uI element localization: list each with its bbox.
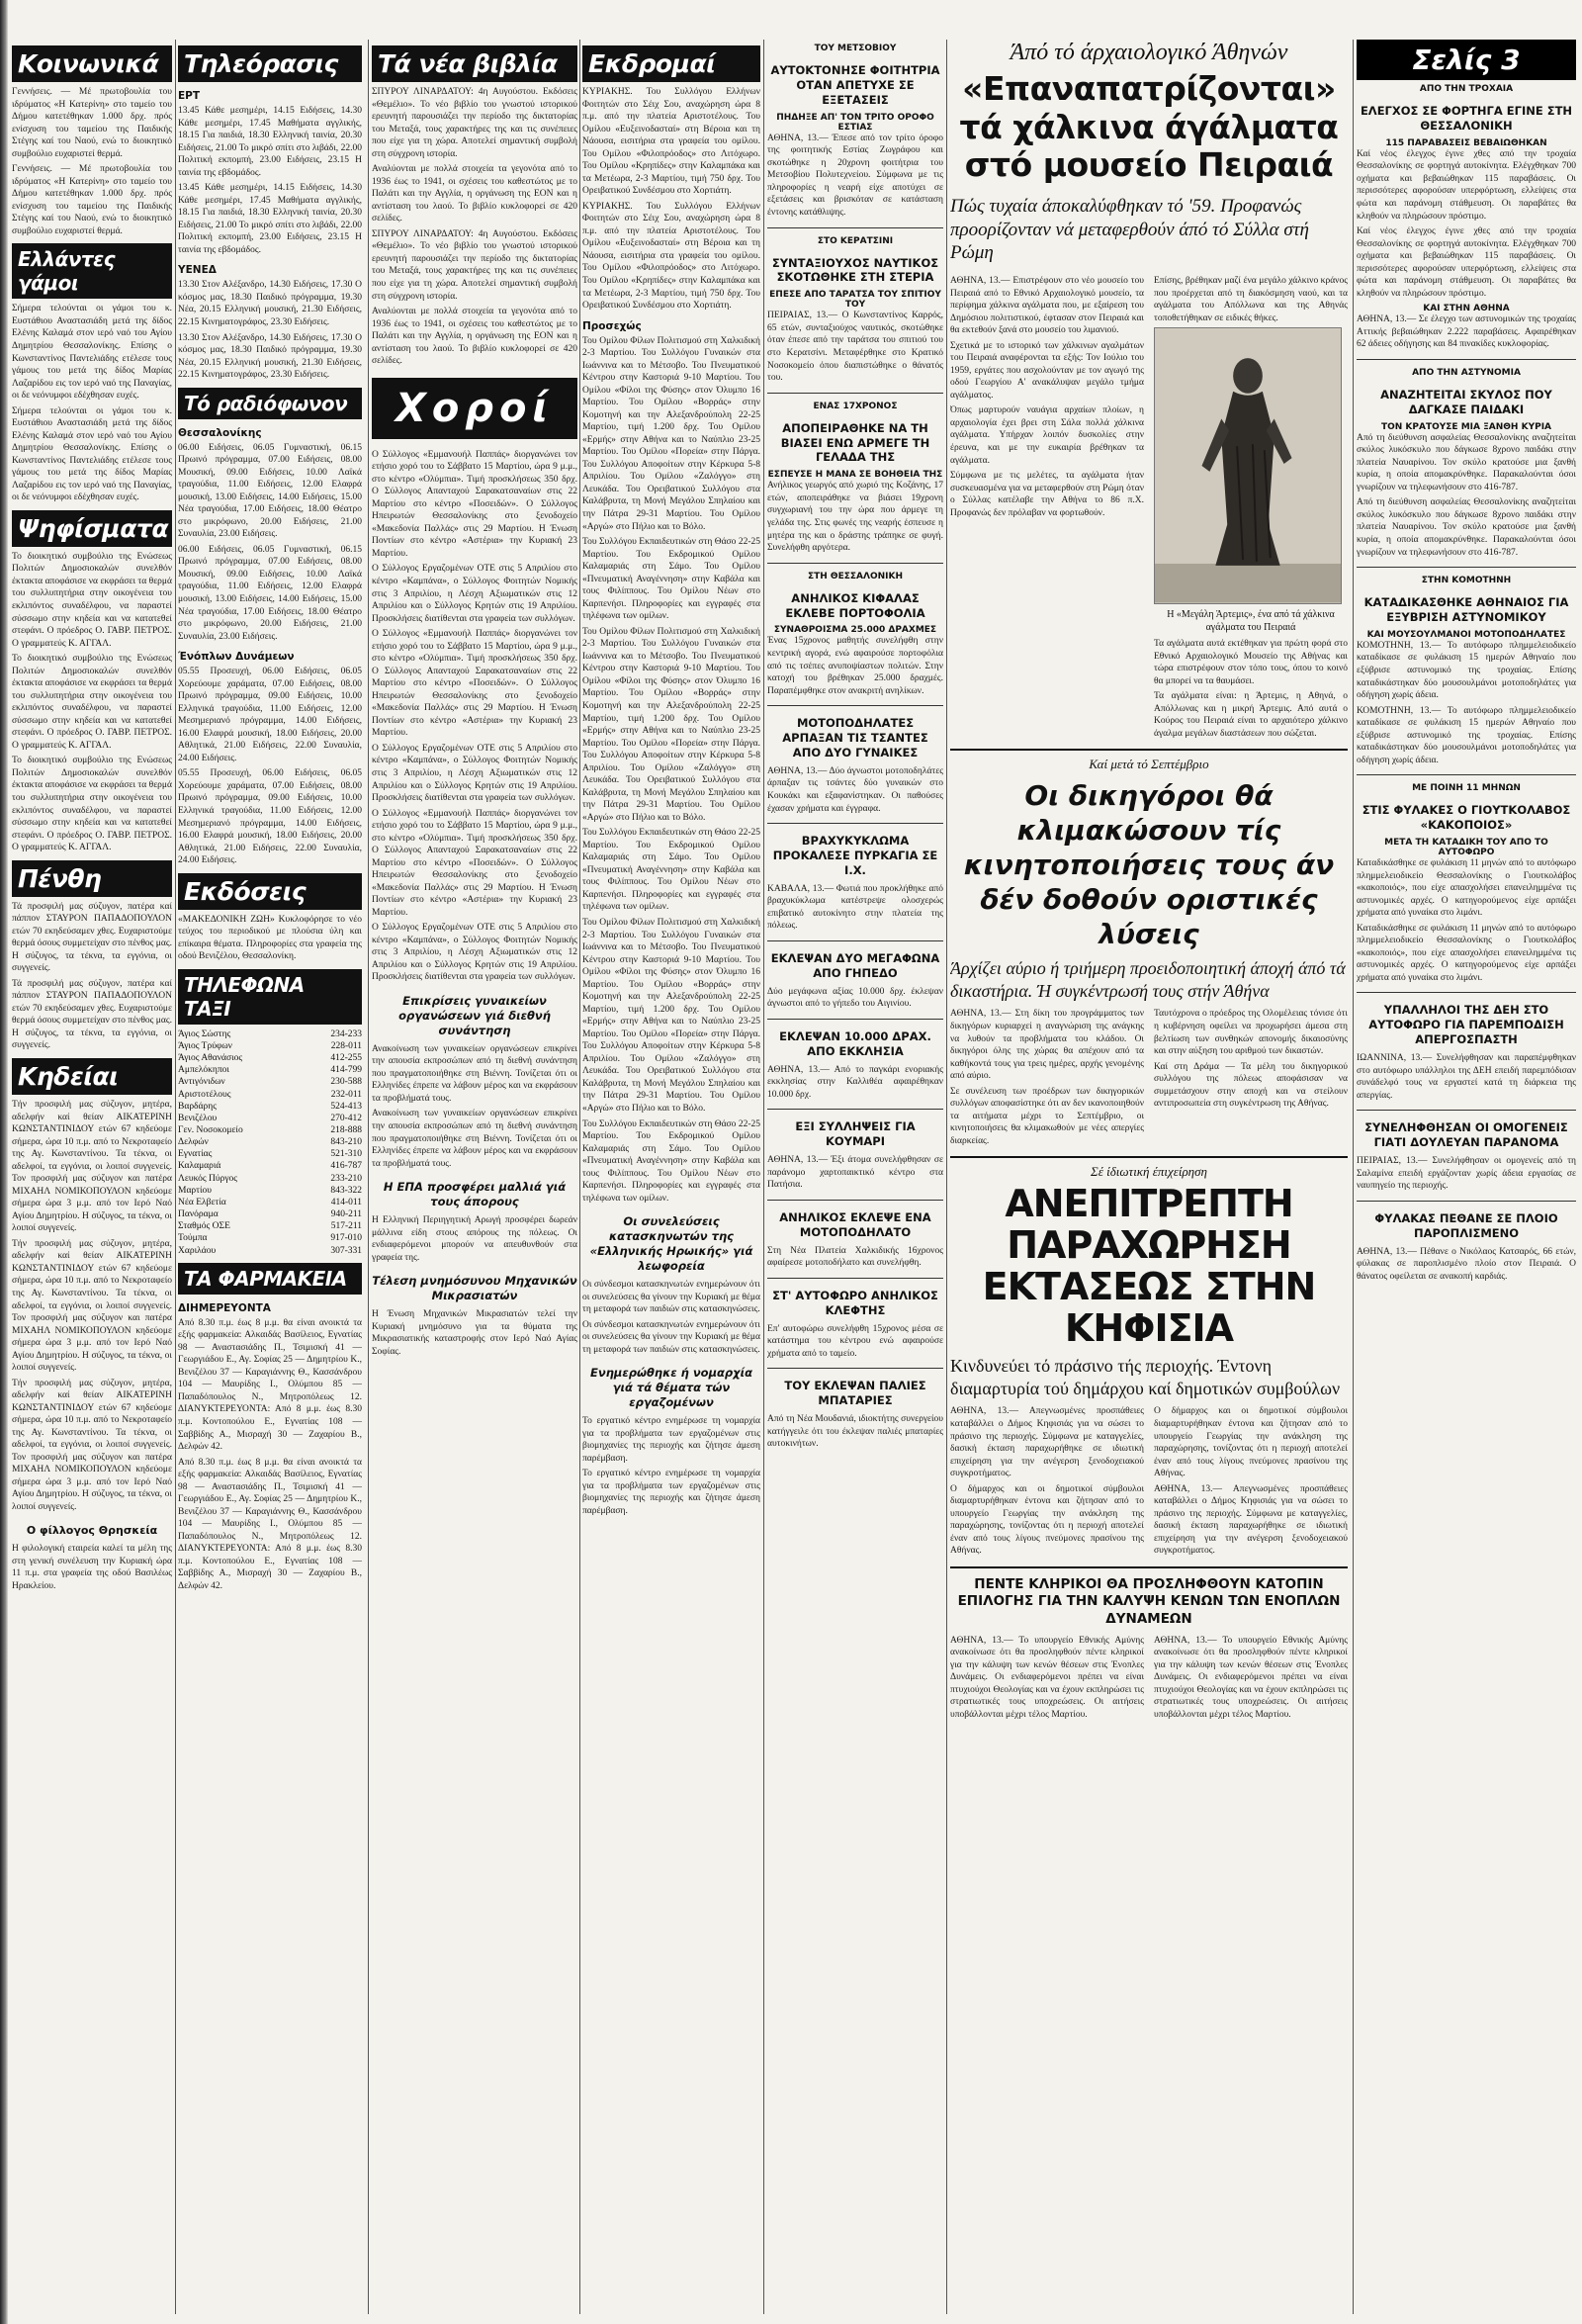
article-text: ΠΕΙΡΑΙΑΣ, 13.— Ο Κωνσταντίνος Καρρός, 65 ετών, συνταξιούχος ναυτικός, σκοτώθηκε όταν έπεσε από την ταράτσα του σπιτιού του στο Κερατσίνι. Μεταφέρθηκε στο Κρατικό Νοσοκομείο όπου διαπιστώθηκε ο θάνατός του. <box>767 311 943 384</box>
taxi-location: Χαριλάου <box>178 1245 217 1256</box>
story-headline: ΑΝΕΠΙΤΡΕΠΤΗ ΠΑΡΑΧΩΡΗΣΗ ΕΚΤΑΣΕΩΣ ΣΤΗΝ ΚΗΦΙΣΙΑ <box>982 1182 1316 1350</box>
article-text: «ΜΑΚΕΔΟΝΙΚΗ ΖΩΗ» Κυκλοφόρησε το νέο τεύχος του περιοδικού με πλούσια ύλη και επίκαιρα θέματα. Πληροφορίες στα γραφεία της οδού Βενιζέλου, Θεσσαλονίκη. <box>178 914 362 962</box>
article-text: Του Συλλόγου Εκπαιδευτικών στη Θάσο 22-25 Μαρτίου. Του Εκδρομικού Ομίλου Καλαμαριάς στη Σάμο. Του Ομίλου «Πνευματική Αναγέννηση» στην Καβάλα και τους Φιλίππους. Του Ομίλου Νέων στο Καρπενήσι. Πληροφορίες και εγγραφές στα τηλέφωνα των ομίλων. <box>582 1118 760 1204</box>
schedule-text: 05.55 Προσευχή, 06.00 Ειδήσεις, 06.05 Χορεύουμε χαράματα, 07.00 Ειδήσεις, 08.00 Πρωινό πρόγραμμα, 09.00 Ειδήσεις, 10.00 Ελληνικά τραγούδια, 11.00 Ειδήσεις, 12.00 Μεσημεριανό πρόγραμμα, 14.00 Ειδήσεις, 16.00 Ελαφρά μουσική, 18.00 Ειδήσεις, 20.00 Αθλητικά, 21.00 Ειδήσεις, 22.00 Συναυλία, 24.00 Ειδήσεις. <box>178 768 362 866</box>
taxi-location: Αριστοτέλους <box>178 1089 231 1100</box>
taxi-row <box>178 1136 362 1148</box>
schedule-text: 06.00 Ειδήσεις, 06.05 Γυμναστική, 06.15 Πρωινό πρόγραμμα, 07.00 Ειδήσεις, 08.00 Μουσική, 09.00 Ειδήσεις, 10.00 Λαϊκά τραγούδια, 11.00 Ειδήσεις, 12.00 Ελαφρά μουσική, 13.00 Ειδήσεις, 14.00 Ειδήσεις, 15.00 Νέα τραγούδια, 17.00 Ειδήσεις, 18.00 Θέατρο στο μικρόφωνο, 20.00 Ειδήσεις, 21.00 Συναυλία, 23.00 Ειδήσεις. <box>178 544 362 642</box>
taxi-number: 228-011 <box>330 1040 362 1051</box>
subhead: ΕΣΠΕΥΣΕ Η ΜΑΝΑ ΣΕ ΒΟΗΘΕΙΑ ΤΗΣ <box>767 470 943 481</box>
taxi-row <box>178 1028 362 1040</box>
kicker: ΕΝΑΣ 17ΧΡΟΝΟΣ <box>813 401 898 411</box>
column-divider <box>763 40 764 2314</box>
article-text: ΠΕΙΡΑΙΑΣ, 13.— Συνελήφθησαν οι ομογενείς από τη Σαλαμίνα επειδή εργάζονταν χωρίς άδεια εργασίας σε ναυπηγείο της περιοχής. <box>1357 1156 1576 1192</box>
section-subheader-filoi: Ο φίλλογος Θρησκεία <box>26 1523 158 1537</box>
article-text: ΑΘΗΝΑ, 13.— Το υπουργείο Εθνικής Αμύνης ανακοίνωσε ότι θα προσληφθούν πέντε κληρικοί για την κάλυψη των κενών θέσεων στις Ένοπλες Δυνάμεις. Οι ενδιαφερόμενοι πρέπει να είναι πτυχιούχοι Θεολογίας και να έχουν εκπληρώσει τις στρατιωτικές τους υποχρεώσεις. Οι αιτήσεις υποβάλλονται μέχρι τέλος Μαρτίου. <box>950 1635 1144 1720</box>
taxi-number: 218-888 <box>330 1125 362 1135</box>
lead-kicker: Άπό τό άρχαιολογικό Άθηνών <box>1010 40 1288 65</box>
article-headline: ΕΚΛΕΨΑΝ ΔΥΟ ΜΕΓΑΦΩΝΑ ΑΠΟ ΓΗΠΕΔΟ <box>770 951 940 980</box>
article-text: Σήμερα τελούνται οι γάμοι του κ. Ευστάθιου Αναστασιάδη μετά της δίδος Ελένης Καλαμά στον ιερό ναό του Αγίου Δημητρίου Θεσσαλονίκης. Επίσης ο Κωνσταντίνος Παντελιάδης ετέλεσε τους γάμους του μετά της δίδος Μαρίας Λαζαρίδου εις τον ιερό ναό της Παναγίας, οι δε νεόνυμφοι εδέχθησαν ευχές. <box>12 304 172 402</box>
taxi-location: Τούμπα <box>178 1233 208 1244</box>
channel-label-yened: ΥΕΝΕΔ <box>178 264 217 277</box>
kicker: ΚΑΙ ΣΤΗΝ ΑΘΗΝΑ <box>1423 304 1510 314</box>
story-body <box>950 1635 1348 1725</box>
subhead: ΤΟΝ ΚΡΑΤΟΥΣΕ ΜΙΑ ΞΑΝΘΗ ΚΥΡΙΑ <box>1380 421 1552 432</box>
section-header-taxi: ΤΗΛΕΦΩΝΑ ΤΑΞΙ <box>178 969 362 1025</box>
divider <box>1357 567 1576 568</box>
lead-headline: «Επαναπατρίζονται» τά χάλκινα άγάλματα στό μουσείο Πειραιά <box>959 69 1339 185</box>
article-headline: ΦΥΛΑΚΑΣ ΠΕΘΑΝΕ ΣΕ ΠΛΟΙΟ ΠΑΡΟΠΛΙΣΜΕΝΟ <box>1374 1210 1558 1240</box>
article-text: ΑΘΗΝΑ, 13.— Επιστρέφουν στο νέο μουσείο του Πειραιά από το Εθνικό Αρχαιολογικό μουσείο, τα περίφημα χάλκινα αγάλματα που, με εξαίρεση του Δημόσιου πολιτιστικού, έφτασαν στον Πειραιά και θα εκτεθούν ξανά στο μουσείο του λιμανιού. <box>950 276 1144 336</box>
article-text: Επίσης, βρέθηκαν μαζί ένα μεγάλο χάλκινο κράνος που προέρχεται από τη διακόσμηση ναού, και τα αγάλματα του Απόλλωνα και της Αθηνάς τοποθετήθηκαν σε ειδικές θήκες. <box>1154 276 1348 323</box>
article-headline: ΣΥΝΤΑΞΙΟΥΧΟΣ ΝΑΥΤΙΚΟΣ ΣΚΟΤΩΘΗΚΕ ΣΤΗ ΣΤΕΡΙΑ <box>771 255 939 285</box>
taxi-number: 230-588 <box>330 1077 362 1088</box>
taxi-number: 940-211 <box>330 1209 362 1220</box>
article-text: Δύο μεγάφωνα αξίας 10.000 δρχ. έκλεψαν άγνωστοι από το γήπεδο του Αιγινίου. <box>767 986 943 1010</box>
taxi-number: 524-413 <box>330 1101 362 1112</box>
kicker: ΑΠΟ ΤΗΝ ΑΣΤΥΝΟΜΙΑ <box>1412 367 1521 378</box>
article-text: Ταυτόχρονα ο πρόεδρος της Ολομέλειας τόνισε ότι η κυβέρνηση οφείλει να προχωρήσει άμεσα στη βελτίωση των συνθηκών απονομής δικαιοσύνης και στην αύξηση του αριθμού των δικαστών. <box>1154 1009 1348 1057</box>
article-text: Το διοικητικό συμβούλιο της Ενώσεως Πολιτών Δημοσιοκαλών συνελθόν έκτακτα αποφάσισε να εκφράσει τα θερμά του συλλυπητήρια στην οικογένεια του εκλιπόντος συναδέλφου, να παραστεί σύσσωμο στην κηδεία και να κατατεθεί στεφάνι. Ο πρόεδρος Ο. ΓΑΒΡ. ΠΕΤΡΟΣ. Ο γραμματεύς Κ. ΑΓΓΑΛ. <box>12 654 172 751</box>
article-text: Του Συλλόγου Εκπαιδευτικών στη Θάσο 22-25 Μαρτίου. Του Εκδρομικού Ομίλου Καλαμαριάς στη Σάμο. Του Ομίλου «Πνευματική Αναγέννηση» στην Καβάλα και τους Φιλίππους. Του Ομίλου Νέων στο Καρπενήσι. Πληροφορίες και εγγραφές στα τηλέφωνα των ομίλων. <box>582 828 760 913</box>
taxi-row <box>178 1124 362 1136</box>
photo-caption: Η «Μεγάλη Άρτεμις», ένα από τά χάλκινα αγάλματα του Πειραιά <box>1167 609 1335 634</box>
article-text: Τά προσφιλή μας σύζυγον, πατέρα καί πάππον ΣΤΑΥΡΟΝ ΠΑΠΑΔΟΠΟΥΛΟΝ ετών 70 εκηδεύσαμεν χθες. Ευχαριστούμε θερμά όσους συμμετείχαν στο πένθος μας. Η σύζυγος, τα τέκνα, τα εγγόνια, οι συγγενείς. <box>12 978 172 1051</box>
article-text: Επ' αυτοφώρω συνελήφθη 15χρονος μέσα σε κατάστημα του κέντρου ενώ αφαιρούσε χρήματα από το ταμείο. <box>767 1323 943 1359</box>
statue-photo <box>1154 327 1342 604</box>
article-text: Καί νέος έλεγχος έγινε χθες από την τροχαία Θεσσαλονίκης σε φορτηγά αυτοκίνητα. Ελέγχθηκαν 700 οχήματα και βεβαιώθηκαν 115 παραβάσεις. Οι περισσότερες αφορούσαν υπερφόρτωση, ελλείψεις στα φώτα και παράνομη στάθμευση. Οι παραβάτες θα κληθούν να πληρώσουν πρόστιμο. <box>1357 148 1576 222</box>
taxi-location: Άγιος Αθανάσιος <box>178 1053 243 1064</box>
article-text: Ο Σύλλογος «Εμμανουήλ Παππάς» διοργανώνει τον ετήσιο χορό του το Σάββατο 15 Μαρτίου, ώρα 9 μ.μ., στο κέντρο «Ολύμπια». Τιμή προσκλήσεως 350 δρχ. Ο Σύλλογος Απανταχού Σαρακατσαναίων στις 22 Μαρτίου στο κέντρο «Ποσειδών». Ο Σύλλογος Ηπειρωτών Θεσσαλονίκης στο ξενοδοχείο «Μακεδονία Παλλάς» στις 29 Μαρτίου. Η Ένωση Ποντίων στο κέντρο «Αστέρια» την Κυριακή 23 Μαρτίου. <box>372 808 577 918</box>
article-headline: Τέλεση μνημόσυνου Μηχανικών Μικρασιατών <box>372 1274 577 1303</box>
article-text: Ανήλικος γεωργός από χωριό της Κοζάνης, 17 ετών, αποπειράθηκε να βιάσει 19χρονη συγχωριανή του την ώρα που άρμεγε τη γελάδα της. Στις φωνές της νεαρής έσπευσε η μητέρα της και ο δράστης τράπηκε σε φυγή. Συνελήφθη αργότερα. <box>767 481 943 554</box>
article-text: Ο Σύλλογος Εργαζομένων ΟΤΕ στις 5 Απριλίου στο κέντρο «Καμπάνα», ο Σύλλογος Φοιτητών Νομικής στις 3 Απριλίου, η Λέσχη Αξιωματικών στις 12 Απριλίου και ο Σύλλογος Κρητών στις 19 Απριλίου. Προσκλήσεις διατίθενται στα γραφεία των συλλόγων. <box>372 923 577 983</box>
section-header-psifismata: Ψηφίσματα <box>12 510 172 547</box>
section-header-gamoi: Ελλάντες γάμοι <box>12 243 172 299</box>
article-headline: ΑΠΟΠΕΙΡΑΘΗΚΕ ΝΑ ΤΗ ΒΙΑΣΕΙ ΕΝΩ ΑΡΜΕΓΕ ΤΗ ΓΕΛΑΔΑ ΤΗΣ <box>780 420 930 465</box>
column-divider <box>579 40 580 2314</box>
column-excursions <box>582 40 760 1520</box>
article-text: Ο δήμαρχος και οι δημοτικοί σύμβουλοι διαμαρτυρήθηκαν έντονα και ζήτησαν από το υπουργείο Γεωργίας την ανάκληση της παραχώρησης, τονίζοντας ότι η περιοχή αποτελεί έναν από τους λίγους πνεύμονες πρασίνου της Αθήνας. <box>1154 1406 1348 1479</box>
taxi-row <box>178 1208 362 1220</box>
article-text: Σχετικά με το ιστορικό των χάλκινων αγαλμάτων του Πειραιά αναφέρονται τα εξής: Τον Ιούλιο του 1959, εργάτες που ασχολούνταν με τον αγωγό της οδού Γεωργίου Α' ανακάλυψαν μεγάλο τμήμα αγάλματος. <box>950 340 1144 401</box>
taxi-location: Άγιος Τρύφων <box>178 1040 232 1051</box>
taxi-row <box>178 1064 362 1076</box>
article-text: ΑΘΗΝΑ, 13.— Απεγνωσμένες προσπάθειες καταβάλλει ο Δήμος Κηφισιάς για να σώσει το πράσινο της περιοχής. Σύμφωνα με καταγγελίες, δασική έκταση παραχωρήθηκε σε ιδιωτική επιχείρηση για την ανέγερση ξενοδοχειακού συγκροτήματος. <box>950 1406 1144 1479</box>
divider <box>767 393 943 394</box>
article-headline: Η ΕΠΑ προσφέρει μαλλιά γιά τους άπορους <box>383 1180 567 1209</box>
column-main-stories <box>950 40 1348 1724</box>
article-headline: ΑΝΗΛΙΚΟΣ ΚΙΦΑΛΑΣ ΕΚΛΕΒΕ ΠΟΡΤΟΦΟΛΙΑ <box>785 590 925 620</box>
story-kicker: Καί μετά τό Σεπτέμβριο <box>1089 757 1209 772</box>
article-headline: ΕΞΙ ΣΥΛΛΗΨΕΙΣ ΓΙΑ ΚΟΥΜΑΡΙ <box>795 1119 916 1149</box>
article-text: ΣΠΥΡΟΥ ΛΙΝΑΡΔΑΤΟΥ: 4η Αυγούστου. Εκδόσεις «Θεμέλιο». Το νέο βιβλίο του γνωστού ιστορικού ερευνητή παρουσιάζει την περίοδο της δικτατορίας του Μεταξά, τους χαρακτήρες της και τις συνέπειες που είχε για τη χώρα. Αποτελεί σημαντική συμβολή στη σύγχρονη ιστορία. <box>372 228 577 302</box>
article-headline: ΑΝΑΖΗΤΕΙΤΑΙ ΣΚΥΛΟΣ ΠΟΥ ΔΑΓΚΑΣΕ ΠΑΙΔΑΚΙ <box>1380 387 1552 416</box>
pharmacy-text: Από 8.30 π.μ. έως 8 μ.μ. θα είναι ανοικτά τα εξής φαρμακεία: Αλκαιδάς Βασίλειος, Εγνατίας 98 — Αναστασιάδης Π., Τσιμισκή 41 — Γεωργιάδου Ε., Αγ. Σοφίας 25 — Δημητρίου Κ., Βενιζέλου 37 — Καραγιάννης Θ., Κασσάνδρου 104 — Μαυρίδης Ι., Ολύμπου 85 — Παπαδόπουλος Ν., Μητροπόλεως 12. ΔΙΑΝΥΚΤΕΡΕΥΟΝΤΑ: Από 8 μ.μ. έως 8.30 π.μ. Κοντοπούλου Ε., Εγνατίας 108 — Σαββίδης Α., Μισραχή 30 — Ζαχαρίου Β., Δελφών 42. <box>178 1317 362 1453</box>
article-headline: ΕΚΛΕΨΑΝ 10.000 ΔΡΑΧ. ΑΠΟ ΕΚΚΛΗΣΙΑ <box>779 1028 931 1058</box>
article-headline: ΤΟΥ ΕΚΛΕΨΑΝ ΠΑΛΙΕΣ ΜΠΑΤΑΡΙΕΣ <box>784 1379 926 1408</box>
kicker: ΜΕ ΠΟΙΝΗ 11 ΜΗΝΩΝ <box>1412 783 1521 794</box>
taxi-row <box>178 1101 362 1113</box>
divider <box>767 1200 943 1201</box>
divider <box>950 1156 1348 1158</box>
taxi-location: Σταθμός ΟΣΕ <box>178 1221 230 1232</box>
schedule-text: 05.55 Προσευχή, 06.00 Ειδήσεις, 06.05 Χορεύουμε χαράματα, 07.00 Ειδήσεις, 08.00 Πρωινό πρόγραμμα, 09.00 Ειδήσεις, 10.00 Ελληνικά τραγούδια, 11.00 Ειδήσεις, 12.00 Μεσημεριανό πρόγραμμα, 14.00 Ειδήσεις, 16.00 Ελαφρά μουσική, 18.00 Ειδήσεις, 20.00 Αθλητικά, 21.00 Ειδήσεις, 22.00 Συναυλία, 24.00 Ειδήσεις. <box>178 667 362 763</box>
article-headline: ΥΠΑΛΛΗΛΟΙ ΤΗΣ ΔΕΗ ΣΤΟ ΑΥΤΟΦΩΡΟ ΓΙΑ ΠΑΡΕΜΠΟΔΙΣΗ ΑΠΕΡΓΟΣΠΑΣΤΗ <box>1368 1003 1564 1047</box>
article-text: Σήμερα τελούνται οι γάμοι του κ. Ευστάθιου Αναστασιάδη μετά της δίδος Ελένης Καλαμά στον ιερό ναό του Αγίου Δημητρίου Θεσσαλονίκης. Επίσης ο Κωνσταντίνος Παντελιάδης ετέλεσε τους γάμους του μετά της δίδος Μαρίας Λαζαρίδου εις τον ιερό ναό της Παναγίας, οι δε νεόνυμφοι εδέχθησαν ευχές. <box>12 405 172 503</box>
kicker: ΣΤΗΝ ΚΟΜΟΤΗΝΗ <box>1421 576 1512 586</box>
story-deck: Κινδυνεύει τό πράσινο τής περιοχής. Έντονη διαμαρτυρία τού δημάρχου καί δημοτικών συμβούλων <box>950 1356 1341 1398</box>
article-text: ΚΥΡΙΑΚΗΣ. Του Συλλόγου Ελλήνων Φοιτητών στο Σέιχ Σου, αναχώρηση ώρα 8 π.μ. από την πλατεία Αριστοτέλους. Του Ομίλου «Ευξεινοδασταί» στη Βέροια και τη Νάουσα, εισιτήρια στα γραφεία του ομίλου. Του Ομίλου «Φιλοπρόοδος» στο Λιτόχωρο. Του Ομίλου «Κρηπίδες» στην Καλαμπάκα και τα Μετέωρα, 2-3 Μαρτίου, τιμή 750 δρχ. Του Ορειβατικού Συνδέσμου στο Χορτιάτη. <box>582 87 760 197</box>
section-header-koinonika: Κοινωνικά <box>12 45 172 82</box>
taxi-location: Δελφών <box>178 1137 209 1148</box>
column-books-dances <box>372 40 577 1361</box>
taxi-number: 234-233 <box>330 1028 362 1039</box>
divider <box>767 705 943 706</box>
divider <box>767 940 943 941</box>
taxi-location: Λευκός Πύργος <box>178 1173 238 1184</box>
lead-deck: Πώς τυχαία άποκαλύφθηκαν τό '59. Προφανώς προορίζονταν νά μεταφερθούν άπό τό Σύλλα στή Ρώμη <box>950 195 1309 264</box>
taxi-row <box>178 1040 362 1052</box>
article-text: Οι σύνδεσμοι κατασκηνωτών ενημερώνουν ότι οι συνελεύσεις θα γίνουν την Κυριακή με θέμα τη μεταφορά των παιδιών στις κατασκηνώσεις. <box>582 1319 760 1355</box>
taxi-number: 843-322 <box>330 1185 362 1196</box>
taxi-number: 233-210 <box>330 1173 362 1184</box>
article-text: Του Ομίλου Φίλων Πολιτισμού στη Χαλκιδική 2-3 Μαρτίου. Του Συλλόγου Γυναικών στα Ιωάννινα και το Μέτσοβο. Του Πνευματικού Κέντρου στην Καστοριά 9-10 Μαρτίου. Του Ομίλου «Φίλοι της Φύσης» στον Όλυμπο 16 Μαρτίου. Του Ομίλου «Βορράς» στην Κομοτηνή και την Αλεξανδρούπολη 22-25 Μαρτίου, τιμή 1.200 δρχ. Του Ομίλου «Ερμής» στην Αθήνα και το Ναύπλιο 23-25 Μαρτίου. Του Ομίλου «Πορεία» στην Πάργα. Του Συλλόγου Αποφοίτων στην Κέρκυρα 5-8 Απριλίου. Του Ομίλου «Ζαλόγγο» στη Λευκάδα. Του Ορειβατικού Συλλόγου στα Καλάβρυτα, τη Μονή Μεγάλου Σπηλαίου και την Πάτρα 29-31 Μαρτίου. Του Ομίλου «Αργώ» στο Πήλιο και το Βόλο. <box>582 626 760 823</box>
taxi-phone-list <box>178 1028 362 1257</box>
article-headline: Οι συνελεύσεις κατασκηνωτών της «Ελληνικής Ηρωικής» γιά λεωφορεία <box>589 1214 753 1274</box>
schedule-text: 13.30 Στον Αλέξανδρο, 14.30 Ειδήσεις, 17.30 Ο κόσμος μας, 18.30 Παιδικό πρόγραμμα, 19.30 Νέα, 20.15 Ελληνική μουσική, 21.30 Ειδήσεις, 22.15 Κινηματογράφος, 23.30 Ειδήσεις. <box>178 280 362 327</box>
story-deck: Άρχίζει αύριο ή τριήμερη προειδοποιητική άποχή άπό τά δικαστήρια. Ή συγκέντρωσή τους στήν Άθήνα <box>950 958 1346 1001</box>
article-text: Ανακοίνωση των γυναικείων οργανώσεων επικρίνει την απουσία εκπροσώπων από τη διεθνή συνάντηση που πραγματοποιήθηκε στη Βιέννη. Τονίζεται ότι οι Ελληνίδες έπρεπε να λάβουν μέρος και να εκφράσουν τα προβλήματά τους. <box>372 1109 577 1169</box>
divider <box>950 749 1348 751</box>
article-text: Του Ομίλου Φίλων Πολιτισμού στη Χαλκιδική 2-3 Μαρτίου. Του Συλλόγου Γυναικών στα Ιωάννινα και το Μέτσοβο. Του Πνευματικού Κέντρου στην Καστοριά 9-10 Μαρτίου. Του Ομίλου «Φίλοι της Φύσης» στον Όλυμπο 16 Μαρτίου. Του Ομίλου «Βορράς» στην Κομοτηνή και την Αλεξανδρούπολη 22-25 Μαρτίου, τιμή 1.200 δρχ. Του Ομίλου «Ερμής» στην Αθήνα και το Ναύπλιο 23-25 Μαρτίου. Του Ομίλου «Πορεία» στην Πάργα. Του Συλλόγου Αποφοίτων στην Κέρκυρα 5-8 Απριλίου. Του Ομίλου «Ζαλόγγο» στη Λευκάδα. Του Ορειβατικού Συλλόγου στα Καλάβρυτα, τη Μονή Μεγάλου Σπηλαίου και την Πάτρα 29-31 Μαρτίου. Του Ομίλου «Αργώ» στο Πήλιο και το Βόλο. <box>582 335 760 532</box>
article-text: Τήν προσφιλή μας σύζυγον, μητέρα, αδελφήν καί θείαν ΑΙΚΑΤΕΡΙΝΗ ΚΩΝΣΤΑΝΤΙΝΙΔΟΥ ετών 67 κηδεύομε σήμερα, ώρα 10 π.μ. από το Νεκροταφείο της Αγ. Κωνσταντίνου. Τα τέκνα, οι αδελφοί, τα εγγόνια, οι λοιποί συγγενείς. Τον προσφιλή μας σύζυγον και πατέρα ΜΙΧΑΗΛ ΝΟΜΙΚΟΠΟΥΛΟΝ κηδεύομε σήμερα ώρα 3 μ.μ. από τον Ιερό Ναό Αγίου Δημητρίου. Η σύζυγος, τα τέκνα, οι λοιποί συγγενείς. <box>12 1238 172 1374</box>
article-text: Στη Νέα Πλατεία Χαλκιδικής 16χρονος αφαίρεσε μοτοποδήλατο και συνελήφθη. <box>767 1245 943 1269</box>
kicker: ΣΤΟ ΚΕΡΑΤΣΙΝΙ <box>817 235 894 246</box>
article-headline: ΚΑΤΑΔΙΚΑΣΘΗΚΕ ΑΘΗΝΑΙΟΣ ΓΙΑ ΕΞΥΒΡΙΣΗ ΑΣΤΥΝΟΜΙΚΟΥ <box>1363 595 1569 624</box>
column-briefs <box>767 40 943 1454</box>
taxi-number: 843-210 <box>330 1137 362 1148</box>
pharmacy-shift-label: ΔΙΗΜΕΡΕΥΟΝΤΑ <box>178 1301 271 1314</box>
taxi-row <box>178 1076 362 1088</box>
story-body <box>950 1405 1348 1560</box>
subhead: ΚΑΙ ΜΟΥΣΟΥΛΜΑΝΟΙ ΜΟΤΟΠΟΔΗΛΑΤΕΣ <box>1366 629 1566 640</box>
article-text: ΑΘΗΝΑ, 13.— Έπεσε από τον τρίτο όροφο της φοιτητικής Εστίας Ζωγράφου και σκοτώθηκε η 20χρονη φοιτήτρια του Μετσοβίου Πολυτεχνείου. Σύμφωνα με τις πληροφορίες η νεαρή είχε αποτύχει σε εξετάσεις και βρισκόταν σε κατάσταση έντονης κατάθλιψης. <box>767 133 943 218</box>
article-text: ΑΘΗΝΑ, 13.— Απεγνωσμένες προσπάθειες καταβάλλει ο Δήμος Κηφισιάς για να σώσει το πράσινο της περιοχής. Σύμφωνα με καταγγελίες, δασική έκταση παραχωρήθηκε σε ιδιωτική επιχείρηση για την ανέγερση ξενοδοχειακού συγκροτήματος. <box>1154 1483 1348 1557</box>
article-text: Καταδικάσθηκε σε φυλάκιση 11 μηνών από το αυτόφωρο πλημμελειοδικείο Θεσσαλονίκης ο Γιουτκολάβος «κακοποιός», που είχε απασχολήσει επανειλημμένα τις αστυνομικές αρχές. Ο κατηγορούμενος είχε αρπάξει χρήματα από γυναίκα στο λιμάνι. <box>1357 923 1576 983</box>
kicker: ΣΤΗ ΘΕΣΣΑΛΟΝΙΚΗ <box>807 571 904 581</box>
divider <box>767 1109 943 1110</box>
schedule-text: 06.00 Ειδήσεις, 06.05 Γυμναστική, 06.15 Πρωινό πρόγραμμα, 07.00 Ειδήσεις, 08.00 Μουσική, 09.00 Ειδήσεις, 10.00 Λαϊκά τραγούδια, 11.00 Ειδήσεις, 12.00 Ελαφρά μουσική, 13.00 Ειδήσεις, 14.00 Ειδήσεις, 15.00 Νέα τραγούδια, 17.00 Ειδήσεις, 18.00 Θέατρο στο μικρόφωνο, 20.00 Ειδήσεις, 21.00 Συναυλία, 23.00 Ειδήσεις. <box>178 442 362 540</box>
article-text: Ο Σύλλογος Εργαζομένων ΟΤΕ στις 5 Απριλίου στο κέντρο «Καμπάνα», ο Σύλλογος Φοιτητών Νομικής στις 3 Απριλίου, η Λέσχη Αξιωματικών στις 12 Απριλίου και ο Σύλλογος Κρητών στις 19 Απριλίου. Προσκλήσεις διατίθενται στα γραφεία των συλλόγων. <box>372 743 577 804</box>
article-text: ΙΩΑΝΝΙΝΑ, 13.— Συνελήφθησαν και παραπέμφθηκαν στο αυτόφωρο υπάλληλοι της ΔΕΗ επειδή παρεμπόδισαν συνάδελφό τους να εργαστεί κατά τη διάρκεια της απεργίας. <box>1357 1053 1576 1101</box>
article-text: Από τη διεύθυνση ασφαλείας Θεσσαλονίκης αναζητείται σκύλος λυκόσκυλο που δάγκωσε 8χρονο παιδάκι στην πλατεία Ναυαρίνου. Τον σκύλο κρατούσε μια ξανθή κυρία, η οποία απομακρύνθηκε. Παρακαλούνται όσοι γνωρίζουν να τηλεφωνήσουν στο 416-787. <box>1357 432 1576 492</box>
divider <box>1357 774 1576 775</box>
taxi-number: 414-011 <box>330 1197 362 1207</box>
article-text: Από τη Νέα Μουδανιά, ιδιοκτήτης συνεργείου κατήγγειλε ότι του έκλεψαν παλιές μπαταρίες αυτοκινήτων. <box>767 1414 943 1450</box>
pharmacy-text: Από 8.30 π.μ. έως 8 μ.μ. θα είναι ανοικτά τα εξής φαρμακεία: Αλκαιδάς Βασίλειος, Εγνατίας 98 — Αναστασιάδης Π., Τσιμισκή 41 — Γεωργιάδου Ε., Αγ. Σοφίας 25 — Δημητρίου Κ., Βενιζέλου 37 — Καραγιάννης Θ., Κασσάνδρου 104 — Μαυρίδης Ι., Ολύμπου 85 — Παπαδόπουλος Ν., Μητροπόλεως 12. ΔΙΑΝΥΚΤΕΡΕΥΟΝΤΑ: Από 8 μ.μ. έως 8.30 π.μ. Κοντοπούλου Ε., Εγνατίας 108 — Σαββίδης Α., Μισραχή 30 — Ζαχαρίου Β., Δελφών 42. <box>178 1457 362 1591</box>
divider <box>1357 1201 1576 1202</box>
article-headline: Ενημερώθηκε ή νομαρχία γιά τά θέματα τών εργαζομένων <box>590 1366 752 1410</box>
article-text: Αναλύονται με πολλά στοιχεία τα γεγονότα από το 1936 έως το 1941, οι σχέσεις του καθεστώτος με το Παλάτι και την Αγγλία, η οργάνωση της ΕΟΝ και η αντίσταση του λαού. Το βιβλίο κυκλοφορεί σε 420 σελίδες. <box>372 307 577 367</box>
taxi-number: 232-011 <box>330 1089 362 1100</box>
article-text: ΚΑΒΑΛΑ, 13.— Φωτιά που προκλήθηκε από βραχυκύκλωμα κατέστρεψε ολοσχερώς επιβατικό αυτοκίνητο στην πλατεία της πόλεως. <box>767 883 943 932</box>
article-text: ΑΘΗΝΑ, 13.— Έξι άτομα συνελήφθησαν σε παράνομο χαρτοπαικτικό κέντρο στα Πατήσια. <box>767 1155 943 1191</box>
taxi-row <box>178 1197 362 1208</box>
taxi-row <box>178 1160 362 1172</box>
kicker: ΑΠΟ ΤΗΝ ΤΡΟΧΑΙΑ <box>1419 84 1514 94</box>
article-headline: ΒΡΑΧΥΚΥΚΛΩΜΑ ΠΡΟΚΑΛΕΣΕ ΠΥΡΚΑΓΙΑ ΣΕ Ι.Χ. <box>772 834 938 877</box>
taxi-location: Βενιζέλου <box>178 1113 218 1123</box>
article-text: Του Ομίλου Φίλων Πολιτισμού στη Χαλκιδική 2-3 Μαρτίου. Του Συλλόγου Γυναικών στα Ιωάννινα και το Μέτσοβο. Του Πνευματικού Κέντρου στην Καστοριά 9-10 Μαρτίου. Του Ομίλου «Φίλοι της Φύσης» στον Όλυμπο 16 Μαρτίου. Του Ομίλου «Βορράς» στην Κομοτηνή και την Αλεξανδρούπολη 22-25 Μαρτίου, τιμή 1.200 δρχ. Του Ομίλου «Ερμής» στην Αθήνα και το Ναύπλιο 23-25 Μαρτίου. Του Ομίλου «Πορεία» στην Πάργα. Του Συλλόγου Αποφοίτων στην Κέρκυρα 5-8 Απριλίου. Του Ομίλου «Ζαλόγγο» στη Λευκάδα. Του Ορειβατικού Συλλόγου στα Καλάβρυτα, τη Μονή Μεγάλου Σπηλαίου και την Πάτρα 29-31 Μαρτίου. Του Ομίλου «Αργώ» στο Πήλιο και το Βόλο. <box>582 918 760 1114</box>
article-text: ΑΘΗΝΑ, 13.— Το υπουργείο Εθνικής Αμύνης ανακοίνωσε ότι θα προσληφθούν πέντε κληρικοί για την κάλυψη των κενών θέσεων στις Ένοπλες Δυνάμεις. Οι ενδιαφερόμενοι πρέπει να είναι πτυχιούχοι Θεολογίας και να έχουν εκπληρώσει τις στρατιωτικές τους υποχρεώσεις. Οι αιτήσεις υποβάλλονται μέχρι τέλος Μαρτίου. <box>1154 1635 1348 1720</box>
article-text: ΑΘΗΝΑ, 13.— Σε έλεγχο των αστυνομικών της τροχαίας Αττικής βεβαιώθηκαν 2.222 παραβάσεις. Αφαιρέθηκαν 62 άδειες οδήγησης και 84 πινακίδες κυκλοφορίας. <box>1357 314 1576 350</box>
article-text: Σε συνέλευση των προέδρων των δικηγορικών συλλόγων αποφασίστηκε ότι αν δεν ικανοποιηθούν τα αιτήματα μέχρι το Σεπτέμβριο, οι κινητοποιήσεις θα κλιμακωθούν με νέες απεργίες διαρκείας. <box>950 1086 1144 1146</box>
article-text: Ένας 15χρονος μαθητής συνελήφθη στην κεντρική αγορά, ενώ αφαιρούσε πορτοφόλια από τις τσέπες ανυποψίαστων πολιτών. Στην κατοχή του βρέθηκαν 25.000 δραχμές. Παραπέμφθηκε στον ανακριτή ανηλίκων. <box>767 636 943 696</box>
article-text: Το εργατικό κέντρο ενημέρωσε τη νομαρχία για τα προβλήματα των εργαζομένων στις βιομηχανίες της περιοχής και ζήτησε άμεση παρέμβαση. <box>582 1415 760 1464</box>
taxi-location: Καλαμαριά <box>178 1161 221 1172</box>
article-text: Καταδικάσθηκε σε φυλάκιση 11 μηνών από το αυτόφωρο πλημμελειοδικείο Θεσσαλονίκης ο Γιουτκολάβος «κακοποιός», που είχε απασχολήσει επανειλημμένα τις αστυνομικές αρχές. Ο κατηγορούμενος είχε αρπάξει χρήματα από γυναίκα στο λιμάνι. <box>1357 858 1576 919</box>
article-text: Το εργατικό κέντρο ενημέρωσε τη νομαρχία για τα προβλήματα των εργαζομένων στις βιομηχανίες της περιοχής και ζήτησε άμεση παρέμβαση. <box>582 1469 760 1516</box>
taxi-number: 412-255 <box>330 1053 362 1064</box>
page-logo: Σελίς 3 <box>1357 40 1576 80</box>
taxi-number: 307-331 <box>330 1245 362 1256</box>
section-header-farmakeia: ΤΑ ΦΑΡΜΑΚΕΙΑ <box>178 1263 362 1295</box>
taxi-location: Γεν. Νοσοκομείο <box>178 1125 243 1135</box>
article-headline: ΑΝΗΛΙΚΟΣ ΕΚΛΕΨΕ ΕΝΑ ΜΟΤΟΠΟΔΗΛΑΤΟ <box>779 1209 931 1239</box>
divider <box>950 1566 1348 1568</box>
subhead: ΕΠΕΣΕ ΑΠΟ ΤΑΡΑΤΣΑ ΤΟΥ ΣΠΙΤΙΟΥ ΤΟΥ <box>769 290 941 311</box>
taxi-row <box>178 1052 362 1064</box>
taxi-row <box>178 1232 362 1244</box>
article-headline: ΣΤ' ΑΥΤΟΦΩΡΟ ΑΝΗΛΙΚΟΣ ΚΛΕΦΤΗΣ <box>772 1288 938 1317</box>
section-header-ekdoseis: Εκδόσεις <box>178 873 362 910</box>
lead-body <box>950 275 1348 743</box>
taxi-number: 414-799 <box>330 1065 362 1076</box>
column-divider <box>946 40 947 2314</box>
article-headline: ΑΥΤΟΚΤΟΝΗΣΕ ΦΟΙΤΗΤΡΙΑ ΟΤΑΝ ΑΠΕΤΥΧΕ ΣΕ ΕΞΕΤΑΣΕΙΣ <box>770 63 940 107</box>
taxi-location: Εγνατίας <box>178 1149 213 1160</box>
subheader-prosexos: Προσεχώς <box>582 319 642 332</box>
article-text: Αναλύονται με πολλά στοιχεία τα γεγονότα από το 1936 έως το 1941, οι σχέσεις του καθεστώτος με το Παλάτι και την Αγγλία, η οργάνωση της ΕΟΝ και η αντίσταση του λαού. Το βιβλίο κυκλοφορεί σε 420 σελίδες. <box>372 164 577 224</box>
article-headline: Επικρίσεις γυναικείων οργανώσεων γιά διεθνή συνάντηση <box>398 994 551 1037</box>
taxi-row <box>178 1113 362 1124</box>
section-header-penthi: Πένθη <box>12 860 172 897</box>
divider <box>767 1368 943 1369</box>
section-header-radio: Τό ραδιόφωνον <box>178 388 362 419</box>
kicker: ΤΟΥ ΜΕΤΣΟΒΙΟΥ <box>814 44 897 53</box>
taxi-location: Βαρδάρης <box>178 1101 217 1112</box>
station-label-thess: Θεσσαλονίκης <box>178 426 262 439</box>
article-text: ΑΘΗΝΑ, 13.— Στη δίκη του προγράμματος των δικηγόρων κυριαρχεί η αναγνώριση της ανάγκης να λυθούν τα προβλήματα του κλάδου. Οι δικηγόροι όλης της χώρας θα απέχουν από τα καθήκοντά τους για τρεις ημέρες, αρχής γενομένης από αύριο. <box>950 1009 1144 1082</box>
taxi-row <box>178 1173 362 1185</box>
article-text: Ο Σύλλογος «Εμμανουήλ Παππάς» διοργανώνει τον ετήσιο χορό του το Σάββατο 15 Μαρτίου, ώρα 9 μ.μ., στο κέντρο «Ολύμπια». Τιμή προσκλήσεως 350 δρχ. Ο Σύλλογος Απανταχού Σαρακατσαναίων στις 22 Μαρτίου στο κέντρο «Ποσειδών». Ο Σύλλογος Ηπειρωτών Θεσσαλονίκης στο ξενοδοχείο «Μακεδονία Παλλάς» στις 29 Μαρτίου. Η Ένωση Ποντίων στο κέντρο «Αστέρια» την Κυριακή 23 Μαρτίου. <box>372 629 577 739</box>
taxi-location: Νέα Ελβετία <box>178 1197 226 1207</box>
column-tv-radio <box>178 40 362 1595</box>
article-text: Γεννήσεις. — Μέ πρωτοβουλία του ιδρύματος «Η Κατερίνη» στο ταμείο του Δήμου κατετέθηκαν 1.000 δρχ. πρός ενίσχυση του ταμείου της Παιδικής Στέγης καί του Ναού, ενώ το διοικητικό συμβούλιο ευχαριστεί θερμά. <box>12 164 172 236</box>
article-text: Ο Σύλλογος «Εμμανουήλ Παππάς» διοργανώνει τον ετήσιο χορό του το Σάββατο 15 Μαρτίου, ώρα 9 μ.μ., στο κέντρο «Ολύμπια». Τιμή προσκλήσεως 350 δρχ. Ο Σύλλογος Απανταχού Σαρακατσαναίων στις 22 Μαρτίου στο κέντρο «Ποσειδών». Ο Σύλλογος Ηπειρωτών Θεσσαλονίκης στο ξενοδοχείο «Μακεδονία Παλλάς» στις 29 Μαρτίου. Η Ένωση Ποντίων στο κέντρο «Αστέρια» την Κυριακή 23 Μαρτίου. <box>372 449 577 559</box>
artemis-statue-image <box>1155 328 1341 603</box>
article-text: Τήν προσφιλή μας σύζυγον, μητέρα, αδελφήν καί θείαν ΑΙΚΑΤΕΡΙΝΗ ΚΩΝΣΤΑΝΤΙΝΙΔΟΥ ετών 67 κηδεύομε σήμερα, ώρα 10 π.μ. από το Νεκροταφείο της Αγ. Κωνσταντίνου. Τα τέκνα, οι αδελφοί, τα εγγόνια, οι λοιποί συγγενείς. Τον προσφιλή μας σύζυγον και πατέρα ΜΙΧΑΗΛ ΝΟΜΙΚΟΠΟΥΛΟΝ κηδεύομε σήμερα ώρα 3 μ.μ. από τον Ιερό Ναό Αγίου Δημητρίου. Η σύζυγος, τα τέκνα, οι λοιποί συγγενείς. <box>12 1100 172 1234</box>
taxi-row <box>178 1148 362 1160</box>
schedule-text: 13.45 Κάθε μεσημέρι, 14.15 Ειδήσεις, 14.30 Κάθε μεσημέρι, 17.45 Μαθήματα αγγλικής, 18.15 Για παιδιά, 18.30 Ελληνική ταινία, 20.30 Ειδήσεις, 21.00 Το μικρό σπίτι στο λιβάδι, 22.00 Πολιτική εκπομπή, 23.00 Ειδήσεις, 23.15 Η ταινία της εβδομάδος. <box>178 183 362 255</box>
section-header-kidies: Κηδείαι <box>12 1058 172 1095</box>
divider <box>1357 1110 1576 1111</box>
channel-label-ert: ΕΡΤ <box>178 90 201 102</box>
column-page3 <box>1357 40 1576 1286</box>
taxi-location: Αμπελόκηποι <box>178 1065 229 1076</box>
section-header-tileorasis: Τηλεόρασις <box>178 45 362 82</box>
schedule-text: 13.30 Στον Αλέξανδρο, 14.30 Ειδήσεις, 17.30 Ο κόσμος μας, 18.30 Παιδικό πρόγραμμα, 19.30 Νέα, 20.15 Ελληνική μουσική, 21.30 Ειδήσεις, 22.15 Κινηματογράφος, 23.30 Ειδήσεις. <box>178 332 362 381</box>
taxi-number: 270-412 <box>330 1113 362 1123</box>
article-text: ΑΘΗΝΑ, 13.— Από το παγκάρι ενοριακής εκκλησίας στην Καλλιθέα αφαιρέθηκαν 10.000 δρχ. <box>767 1064 943 1100</box>
article-text: Όπως μαρτυρούν ναυάγια αρχαίων πλοίων, η αρχαιολογία έχει βρει στη Σάλα πολλά χάλκινα αγάλματα. Υπήρχαν λοιπόν δυσκολίες στην έρευνα, και με την ευκαιρία βρέθηκαν τα αγάλματα. <box>950 405 1144 466</box>
taxi-location: Πανόραμα <box>178 1209 219 1220</box>
taxi-location: Μαρτίου <box>178 1185 212 1196</box>
column-social <box>12 40 172 1595</box>
subhead: 115 ΠΑΡΑΒΑΣΕΙΣ ΒΕΒΑΙΩΘΗΚΑΝ <box>1385 137 1547 148</box>
taxi-number: 416-787 <box>330 1161 362 1172</box>
subhead: ΜΕΤΑ ΤΗ ΚΑΤΑΔΙΚΗ ΤΟΥ ΑΠΟ ΤΟ ΑΥΤΟΦΩΡΟ <box>1384 838 1548 858</box>
article-text: ΑΘΗΝΑ, 13.— Πέθανε ο Νικόλαος Κατσαρός, 66 ετών, φύλακας σε παροπλισμένο πλοίο στον Πειραιά. Ο θάνατος οφείλεται σε ανακοπή καρδιάς. <box>1357 1246 1576 1282</box>
story-body <box>950 1008 1348 1150</box>
subhead: ΠΗΔΗΞΕ ΑΠ' ΤΟΝ ΤΡΙΤΟ ΟΡΟΦΟ ΕΣΤΙΑΣ <box>776 112 934 133</box>
article-text: Τά προσφιλή μας σύζυγον, πατέρα καί πάππον ΣΤΑΥΡΟΝ ΠΑΠΑΔΟΠΟΥΛΟΝ ετών 70 εκηδεύσαμεν χθες. Ευχαριστούμε θερμά όσους συμμετείχαν στο πένθος μας. Η σύζυγος, τα τέκνα, τα εγγόνια, οι συγγενείς. <box>12 901 172 974</box>
article-text: Από τη διεύθυνση ασφαλείας Θεσσαλονίκης αναζητείται σκύλος λυκόσκυλο που δάγκωσε 8χρονο παιδάκι στην πλατεία Ναυαρίνου. Τον σκύλο κρατούσε μια ξανθή κυρία, η οποία απομακρύνθηκε. Παρακαλούνται όσοι γνωρίζουν να τηλεφωνήσουν στο 416-787. <box>1357 497 1576 558</box>
article-text: ΣΠΥΡΟΥ ΛΙΝΑΡΔΑΤΟΥ: 4η Αυγούστου. Εκδόσεις «Θεμέλιο». Το νέο βιβλίο του γνωστού ιστορικού ερευνητή παρουσιάζει την περίοδο της δικτατορίας του Μεταξά, τους χαρακτήρες της και τις συνέπειες που είχε για τη χώρα. Αποτελεί σημαντική συμβολή στη σύγχρονη ιστορία. <box>372 87 577 159</box>
taxi-location: Αντιγόνιδων <box>178 1077 225 1088</box>
station-label-enoplon: Ένόπλων Δυνάμεων <box>178 651 295 664</box>
article-headline: ΣΥΝΕΛΗΦΘΗΣΑΝ ΟΙ ΟΜΟΓΕΝΕΙΣ ΓΙΑΤΙ ΔΟΥΛΕΥΑΝ ΠΑΡΑΝΟΜΑ <box>1364 1120 1568 1150</box>
divider <box>767 227 943 228</box>
article-text: Ο δήμαρχος και οι δημοτικοί σύμβουλοι διαμαρτυρήθηκαν έντονα και ζήτησαν από το υπουργείο Γεωργίας την ανάκληση της παραχώρησης, τονίζοντας ότι η περιοχή αποτελεί έναν από τους λίγους πνεύμονες πρασίνου της Αθήνας. <box>950 1483 1144 1557</box>
article-text: Καί στη Δράμα — Τα μέλη του δικηγορικού συλλόγου της πόλεως αποφάσισαν να συμμετάσχουν στην αποχή και να στείλουν αντιπροσωπεία στη συγκέντρωση της Αθήνας. <box>1154 1061 1348 1110</box>
article-text: ΑΘΗΝΑ, 13.— Δύο άγνωστοι μοτοποδηλάτες άρπαξαν τις τσάντες δύο γυναικών στο Κουκάκι και εξαφανίστηκαν. Οι παθούσες έχασαν χρήματα και έγγραφα. <box>767 765 943 814</box>
article-text: Καί νέος έλεγχος έγινε χθες από την τροχαία Θεσσαλονίκης σε φορτηγά αυτοκίνητα. Ελέγχθηκαν 700 οχήματα και βεβαιώθηκαν 115 παραβάσεις. Οι περισσότερες αφορούσαν υπερφόρτωση, ελλείψεις στα φώτα και παράνομη στάθμευση. Οι παραβάτες θα κληθούν να πληρώσουν πρόστιμο. <box>1357 226 1576 299</box>
taxi-number: 517-211 <box>330 1221 362 1232</box>
story-headline: ΠΕΝΤΕ ΚΛΗΡΙΚΟΙ ΘΑ ΠΡΟΣΛΗΦΘΟΥΝ ΚΑΤΟΠΙΝ ΕΠΙΛΟΓΗΣ ΓΙΑ ΤΗΝ ΚΑΛΥΨΗ ΚΕΝΩΝ ΤΩΝ ΕΝΟΠΛΩΝ ΔΥΝΑΜΕΩΝ <box>957 1575 1341 1627</box>
article-text: Η φιλολογική εταιρεία καλεί τα μέλη της στη γενική συνέλευση την Κυριακή ώρα 11 π.μ. στα γραφεία της οδού Βασιλέως Ηρακλείου. <box>12 1544 172 1591</box>
article-text: Το διοικητικό συμβούλιο της Ενώσεως Πολιτών Δημοσιοκαλών συνελθόν έκτακτα αποφάσισε να εκφράσει τα θερμά του συλλυπητήρια στην οικογένεια του εκλιπόντος συναδέλφου, να παραστεί σύσσωμο στην κηδεία και να κατατεθεί στεφάνι. Ο πρόεδρος Ο. ΓΑΒΡ. ΠΕΤΡΟΣ. Ο γραμματεύς Κ. ΑΓΓΑΛ. <box>12 551 172 649</box>
binding-gutter <box>0 0 8 2324</box>
story-headline: Οι δικηγόροι θά κλιμακώσουν τίς κινητοποιήσεις τους άν δέν δοθούν οριστικές λύσεις <box>963 779 1335 951</box>
article-text: Του Συλλόγου Εκπαιδευτικών στη Θάσο 22-25 Μαρτίου. Του Εκδρομικού Ομίλου Καλαμαριάς στη Σάμο. Του Ομίλου «Πνευματική Αναγέννηση» στην Καβάλα και τους Φιλίππους. Του Ομίλου Νέων στο Καρπενήσι. Πληροφορίες και εγγραφές στα τηλέφωνα των ομίλων. <box>582 537 760 622</box>
article-text: Τα αγάλματα είναι: η Άρτεμις, η Αθηνά, ο Απόλλωνας και η μικρή Άρτεμις. Από αυτά ο Κούρος του Πειραιά είναι το αρχαιότερο χάλκινο άγαλμα μεγάλων διαστάσεων που σώζεται. <box>1154 691 1348 739</box>
section-header-xoroi: Χοροί <box>372 378 577 439</box>
taxi-row <box>178 1220 362 1232</box>
column-divider <box>368 40 369 2314</box>
divider <box>767 563 943 564</box>
taxi-row <box>178 1245 362 1257</box>
divider <box>1357 359 1576 360</box>
article-text: Η Ελληνική Περιηγητική Αρωγή προσφέρει δωρεάν μάλλινα είδη στους απόρους της πόλεως. Οι ενδιαφερόμενοι μπορούν να απευθυνθούν στα γραφεία της. <box>372 1215 577 1263</box>
divider <box>767 1019 943 1020</box>
taxi-row <box>178 1185 362 1197</box>
schedule-text: 13.45 Κάθε μεσημέρι, 14.15 Ειδήσεις, 14.30 Κάθε μεσημέρι, 17.45 Μαθήματα αγγλικής, 18.15 Για παιδιά, 18.30 Ελληνική ταινία, 20.30 Ειδήσεις, 21.00 Το μικρό σπίτι στο λιβάδι, 22.00 Πολιτική εκπομπή, 23.00 Ειδήσεις, 23.15 Η ταινία της εβδομάδος. <box>178 106 362 178</box>
divider <box>767 823 943 824</box>
column-divider <box>1353 40 1354 2314</box>
article-text: Ο Σύλλογος Εργαζομένων ΟΤΕ στις 5 Απριλίου στο κέντρο «Καμπάνα», ο Σύλλογος Φοιτητών Νομικής στις 3 Απριλίου, η Λέσχη Αξιωματικών στις 12 Απριλίου και ο Σύλλογος Κρητών στις 19 Απριλίου. Προσκλήσεις διατίθενται στα γραφεία των συλλόγων. <box>372 564 577 624</box>
article-text: Γεννήσεις. — Μέ πρωτοβουλία του ιδρύματος «Η Κατερίνη» στο ταμείο του Δήμου κατετέθηκαν 1.000 δρχ. πρός ενίσχυση του ταμείου της Παιδικής Στέγης καί του Ναού, ενώ το διοικητικό συμβούλιο ευχαριστεί θερμά. <box>12 87 172 159</box>
article-text: Σύμφωνα με τις μελέτες, τα αγάλματα ήταν συσκευασμένα για να μεταφερθούν στη Ρώμη όταν ο Σύλλας κατέλαβε την Αθήνα το 86 π.Χ. Προφανώς δεν πρόλαβαν να φορτωθούν. <box>950 471 1144 518</box>
subhead: ΣΥΝΑΘΡΟΙΣΜΑ 25.000 ΔΡΑΧΜΕΣ <box>773 625 937 636</box>
taxi-location: Άγιος Σώστης <box>178 1028 231 1039</box>
article-text: Το διοικητικό συμβούλιο της Ενώσεως Πολιτών Δημοσιοκαλών συνελθόν έκτακτα αποφάσισε να εκφράσει τα θερμά του συλλυπητήρια στην οικογένεια του εκλιπόντος συναδέλφου, να παραστεί σύσσωμο στην κηδεία και να κατατεθεί στεφάνι. Ο πρόεδρος Ο. ΓΑΒΡ. ΠΕΤΡΟΣ. Ο γραμματεύς Κ. ΑΓΓΑΛ. <box>12 756 172 853</box>
section-header-ekdromai: Εκδρομαί <box>582 45 760 82</box>
taxi-row <box>178 1089 362 1101</box>
article-headline: ΕΛΕΓΧΟΣ ΣΕ ΦΟΡΤΗΓΑ ΕΓΙΝΕ ΣΤΗ ΘΕΣΣΑΛΟΝΙΚΗ <box>1360 104 1573 133</box>
taxi-number: 917-010 <box>330 1233 362 1244</box>
article-text: Τήν προσφιλή μας σύζυγον, μητέρα, αδελφήν καί θείαν ΑΙΚΑΤΕΡΙΝΗ ΚΩΝΣΤΑΝΤΙΝΙΔΟΥ ετών 67 κηδεύομε σήμερα, ώρα 10 π.μ. από το Νεκροταφείο της Αγ. Κωνσταντίνου. Τα τέκνα, οι αδελφοί, τα εγγόνια, οι λοιποί συγγενείς. Τον προσφιλή μας σύζυγον και πατέρα ΜΙΧΑΗΛ ΝΟΜΙΚΟΠΟΥΛΟΝ κηδεύομε σήμερα ώρα 3 μ.μ. από τον Ιερό Ναό Αγίου Δημητρίου. Η σύζυγος, τα τέκνα, οι λοιποί συγγενείς. <box>12 1378 172 1512</box>
divider <box>1357 992 1576 993</box>
divider <box>767 1278 943 1279</box>
article-headline: ΜΟΤΟΠΟΔΗΛΑΤΕΣ ΑΡΠΑΞΑΝ ΤΙΣ ΤΣΑΝΤΕΣ ΑΠΟ ΔΥΟ ΓΥΝΑΙΚΕΣ <box>782 716 928 760</box>
article-text: Τα αγάλματα αυτά εκτέθηκαν για πρώτη φορά στο Εθνικό Αρχαιολογικό Μουσείο της Αθήνας και τώρα επιστρέφουν στον τόπο τους, όπου το κοινό θα μπορεί να τα θαυμάσει. <box>1154 639 1348 686</box>
article-headline: ΣΤΙΣ ΦΥΛΑΚΕΣ Ο ΓΙΟΥΤΚΟΛΑΒΟΣ «ΚΑΚΟΠΟΙΟΣ» <box>1362 803 1571 833</box>
story-kicker: Σέ ίδιωτική έπιχείρηση <box>1091 1164 1207 1180</box>
article-text: ΚΟΜΟΤΗΝΗ, 13.— Το αυτόφωρο πλημμελειοδικείο καταδίκασε σε φυλάκιση 15 ημερών Αθηναίο που εξύβρισε αστυνομικό της τροχαίας. Επίσης καταδικάστηκαν δύο μουσουλμάνοι μοτοποδηλάτες για οδήγηση χωρίς άδεια. <box>1357 640 1576 701</box>
article-text: ΚΟΜΟΤΗΝΗ, 13.— Το αυτόφωρο πλημμελειοδικείο καταδίκασε σε φυλάκιση 15 ημερών Αθηναίο που εξύβρισε αστυνομικό της τροχαίας. Επίσης καταδικάστηκαν δύο μουσουλμάνοι μοτοποδηλάτες για οδήγηση χωρίς άδεια. <box>1357 705 1576 765</box>
section-header-vivlia: Τά νέα βιβλία <box>372 45 577 82</box>
article-text: Ανακοίνωση των γυναικείων οργανώσεων επικρίνει την απουσία εκπροσώπων από τη διεθνή συνάντηση που πραγματοποιήθηκε στη Βιέννη. Τονίζεται ότι οι Ελληνίδες έπρεπε να λάβουν μέρος και να εκφράσουν τα προβλήματά τους. <box>372 1043 577 1104</box>
column-divider <box>175 40 176 2314</box>
article-text: Οι σύνδεσμοι κατασκηνωτών ενημερώνουν ότι οι συνελεύσεις θα γίνουν την Κυριακή με θέμα τη μεταφορά των παιδιών στις κατασκηνώσεις. <box>582 1279 760 1315</box>
taxi-number: 521-310 <box>330 1149 362 1160</box>
article-text: Η Ένωση Μηχανικών Μικρασιατών τελεί την Κυριακή μνημόσυνο για τα θύματα της Μικρασιατικής καταστροφής στον Ιερό Ναό Αγίας Σοφίας. <box>372 1309 577 1357</box>
article-text: ΚΥΡΙΑΚΗΣ. Του Συλλόγου Ελλήνων Φοιτητών στο Σέιχ Σου, αναχώρηση ώρα 8 π.μ. από την πλατεία Αριστοτέλους. Του Ομίλου «Ευξεινοδασταί» στη Βέροια και τη Νάουσα, εισιτήρια στα γραφεία του ομίλου. Του Ομίλου «Φιλοπρόοδος» στο Λιτόχωρο. Του Ομίλου «Κρηπίδες» στην Καλαμπάκα και τα Μετέωρα, 2-3 Μαρτίου, τιμή 750 δρχ. Του Ορειβατικού Συνδέσμου στο Χορτιάτη. <box>582 201 760 312</box>
